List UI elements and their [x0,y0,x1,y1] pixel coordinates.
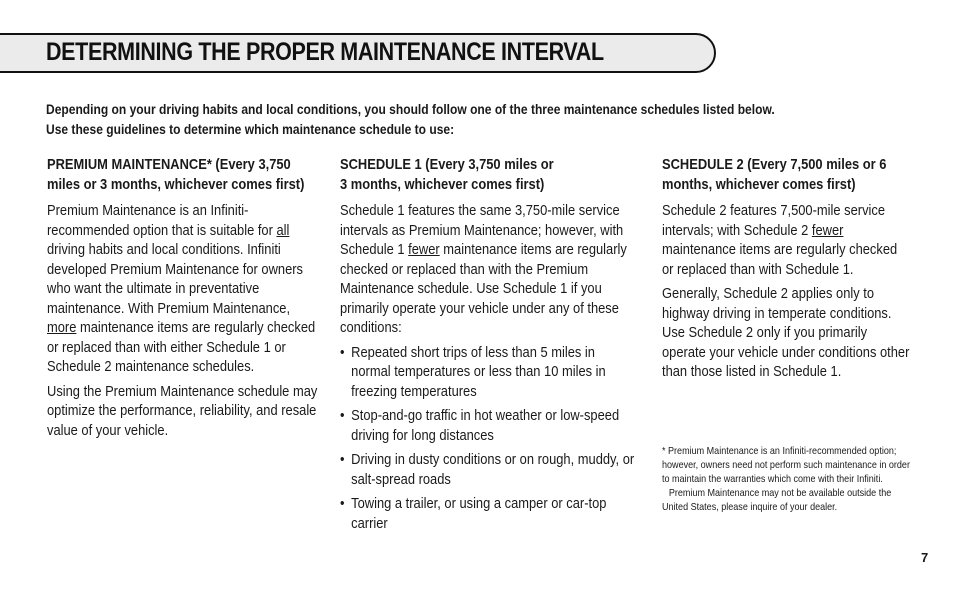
schedule-2-heading [662,155,911,195]
premium-p1-before: Premium Maintenance is an Infiniti-recommended option that is suitable for [47,202,277,239]
premium-p1-underline-more: more [47,319,77,336]
bullet-icon: • [340,495,345,512]
schedule-2-p1-before: Schedule 2 features 7,500-mile service intervals; with Schedule 2 [662,202,886,239]
schedule-2-p1-underline-fewer: fewer [811,221,844,239]
condition-text: Driving in dusty conditions or on rough, muddy, or salt-spread roads [351,451,635,488]
list-item [340,406,637,445]
premium-maintenance-column [47,155,318,445]
condition-text: Repeated short trips of less than 5 miles in normal temperatures or less than 10 miles in freezing temperatures [351,343,606,400]
premium-heading-line-1: PREMIUM MAINTENANCE* (Every 3,750 [47,156,291,173]
footnote-availability: Premium Maintenance may not be available outside the United States, please inquire of your dealer. [662,487,892,513]
bullet-icon: • [340,451,345,468]
schedule-1-p1-underline-fewer: fewer [408,241,440,258]
premium-p1-after: maintenance items are regularly checked or replaced than with either Schedule 1 or Schedule 2 maintenance schedules. [47,319,316,375]
page-number: 7 [921,550,929,565]
schedule-2-column [662,155,911,387]
footnote [662,444,916,514]
intro-paragraph [46,99,803,139]
schedule-1-column [340,155,637,538]
list-item [340,450,637,489]
schedule-2-heading-line-1: SCHEDULE 2 (Every 7,500 miles or 6 [662,156,887,173]
premium-description [47,201,318,377]
schedule-1-heading-line-1: SCHEDULE 1 (Every 3,750 miles or [340,156,554,173]
condition-text: Stop-and-go traffic in hot weather or low-speed driving for long distances [351,407,620,444]
schedule-2-p1-after: maintenance items are regularly checked or replaced than with Schedule 1. [662,241,898,278]
bullet-icon: • [340,407,345,424]
schedule-2-usage: Generally, Schedule 2 applies only to highway driving in temperate conditions. Use Schedule 2 only if you primarily operate your vehicle under conditions other than those listed in Schedule 1. [662,285,910,380]
list-item [340,343,637,402]
intro-line-1: Depending on your driving habits and local conditions, you should follow one of the three maintenance schedules listed below. [46,101,775,117]
page-title: DETERMINING THE PROPER MAINTENANCE INTERVAL [46,38,604,66]
premium-heading-line-2: miles or 3 months, whichever comes first) [47,176,305,193]
intro-line-2: Use these guidelines to determine which maintenance schedule to use: [46,121,455,137]
premium-heading [47,155,318,195]
schedule-2-heading-line-2: months, whichever comes first) [662,176,856,193]
premium-benefits: Using the Premium Maintenance schedule may optimize the performance, reliability, and resale value of your vehicle. [47,382,318,439]
schedule-1-p1-before: Schedule 1 features the same 3,750-mile service intervals as Premium Maintenance; however, with Schedule 1 [340,202,624,258]
footnote-recommendation: * Premium Maintenance is an Infiniti-recommended option; however, owners need not perform such maintenance in order to maintain the warranties which come with their Infiniti. [662,445,910,485]
condition-text: Towing a trailer, or using a camper or car-top carrier [351,495,607,532]
schedule-1-heading [340,155,637,195]
schedule-1-description [340,201,637,338]
schedule-1-p1-after: maintenance items are regularly checked or replaced than with the Premium Maintenance schedule. Use Schedule 1 if you primarily operate your vehicle under any of these conditions: [340,241,627,336]
schedule-1-conditions-list [340,343,637,534]
bullet-icon: • [340,343,345,361]
premium-p1-underline-all: all [276,221,290,239]
premium-p1-middle: driving habits and local conditions. Infiniti developed Premium Maintenance for owners who want the ultimate in preventative maintenance. With Premium Maintenance, [47,241,303,317]
schedule-2-description [662,201,911,279]
schedule-1-heading-line-2: 3 months, whichever comes first) [340,176,545,193]
list-item [340,494,637,533]
